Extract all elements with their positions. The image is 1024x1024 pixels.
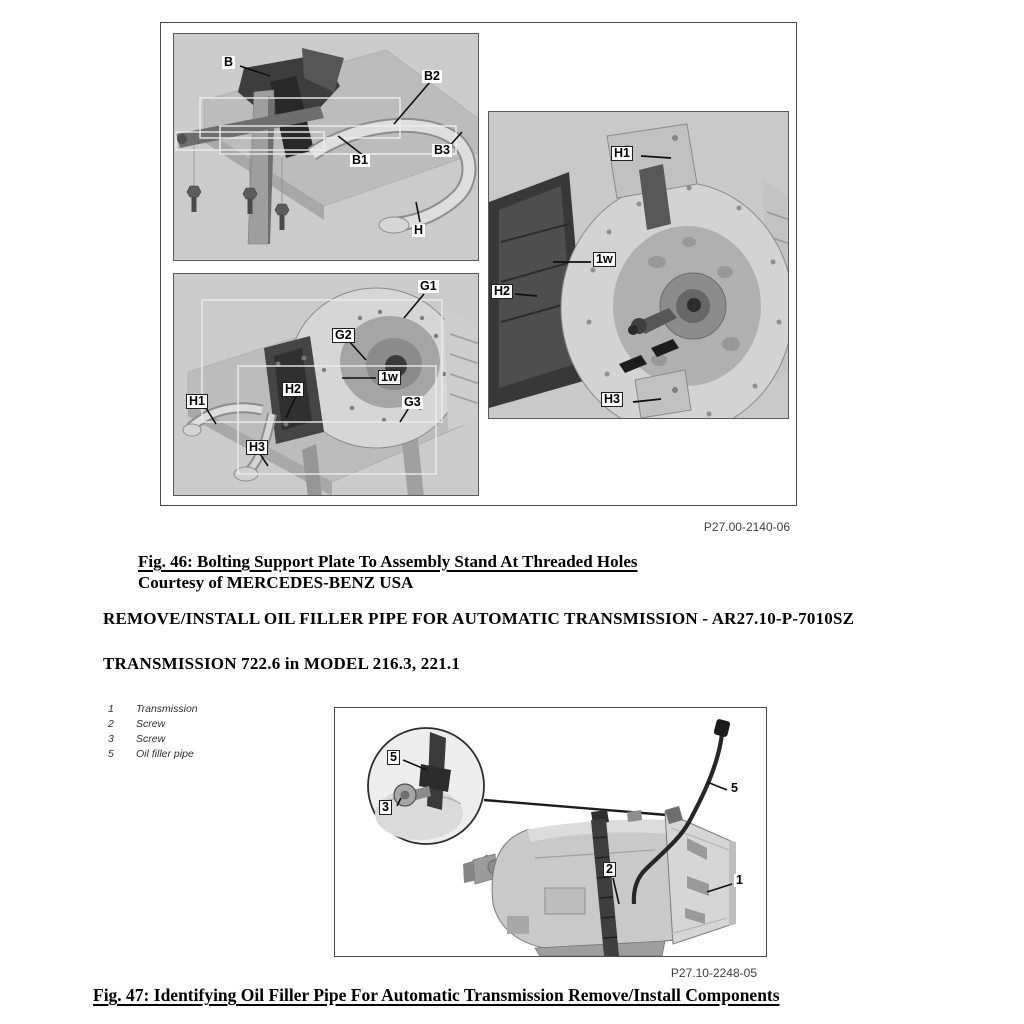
figure-label-5-pipe: 5 (731, 781, 738, 795)
legend-number: 2 (108, 718, 114, 730)
figure-46-caption (138, 551, 638, 593)
transmission-on-stand-art (174, 274, 479, 496)
fig46-panel-stand-bottom (173, 273, 479, 496)
legend-number: 1 (108, 703, 114, 715)
figure-label-2: 2 (603, 862, 616, 877)
fig46-panel-closeup (488, 111, 789, 419)
figure-46-image (160, 22, 797, 506)
oil-filler-pipe-art (335, 708, 766, 956)
bell-housing-closeup-art (489, 112, 789, 419)
fig46-panel-stand-top (173, 33, 479, 261)
figure-46-code: P27.00-2140-06 (703, 520, 790, 534)
figure-label-H1: H1 (186, 394, 208, 409)
figure-label-G3: G3 (404, 395, 421, 409)
figure-47-caption-title: Fig. 47: Identifying Oil Filler Pipe For Automatic Transmission Remove/Install Components (93, 985, 780, 1005)
legend-row-screw-3 (108, 733, 198, 748)
section-heading-procedure: REMOVE/INSTALL OIL FILLER PIPE FOR AUTOMATIC TRANSMISSION - AR27.10-P-7010SZ (103, 609, 855, 628)
figure-label-H2: H2 (491, 284, 513, 299)
figure-label-B: B (224, 55, 234, 69)
figure-label-G2: G2 (332, 328, 355, 343)
figure-46-caption-title: Fig. 46: Bolting Support Plate To Assembly Stand At Threaded Holes (138, 552, 638, 571)
section-heading-model: TRANSMISSION 722.6 in MODEL 216.3, 221.1 (103, 654, 461, 673)
figure-47-caption (93, 985, 780, 1006)
legend-number: 5 (108, 748, 114, 760)
figure-label-B1: B1 (352, 153, 368, 167)
legend-label: Oil filler pipe (136, 748, 194, 760)
figure-label-1w: 1w (593, 252, 616, 267)
legend-label: Screw (136, 718, 166, 730)
figure-46-caption-courtesy: Courtesy of MERCEDES-BENZ USA (138, 573, 414, 592)
figure-label-5-inset: 5 (387, 750, 400, 765)
figure-label-B3: B3 (434, 143, 450, 157)
figure-label-1: 1 (736, 873, 743, 887)
figure-label-1w: 1w (378, 370, 401, 385)
legend-number: 3 (108, 733, 114, 745)
figure-label-H3: H3 (246, 440, 268, 455)
figure-label-3: 3 (379, 800, 392, 815)
figure-label-H: H (414, 223, 424, 237)
figure-label-H1: H1 (611, 146, 633, 161)
figure-47-image (334, 707, 767, 957)
parts-legend (108, 703, 198, 763)
figure-label-B2: B2 (424, 69, 440, 83)
figure-label-G1: G1 (420, 279, 437, 293)
figure-47-code: P27.10-2248-05 (670, 966, 757, 980)
legend-row-screw-2 (108, 718, 198, 733)
legend-row-oil-filler-pipe (108, 748, 198, 763)
figure-label-H2: H2 (282, 382, 304, 397)
legend-row-transmission (108, 703, 198, 718)
legend-label: Transmission (136, 703, 198, 715)
figure-label-H3: H3 (601, 392, 623, 407)
legend-label: Screw (136, 733, 166, 745)
